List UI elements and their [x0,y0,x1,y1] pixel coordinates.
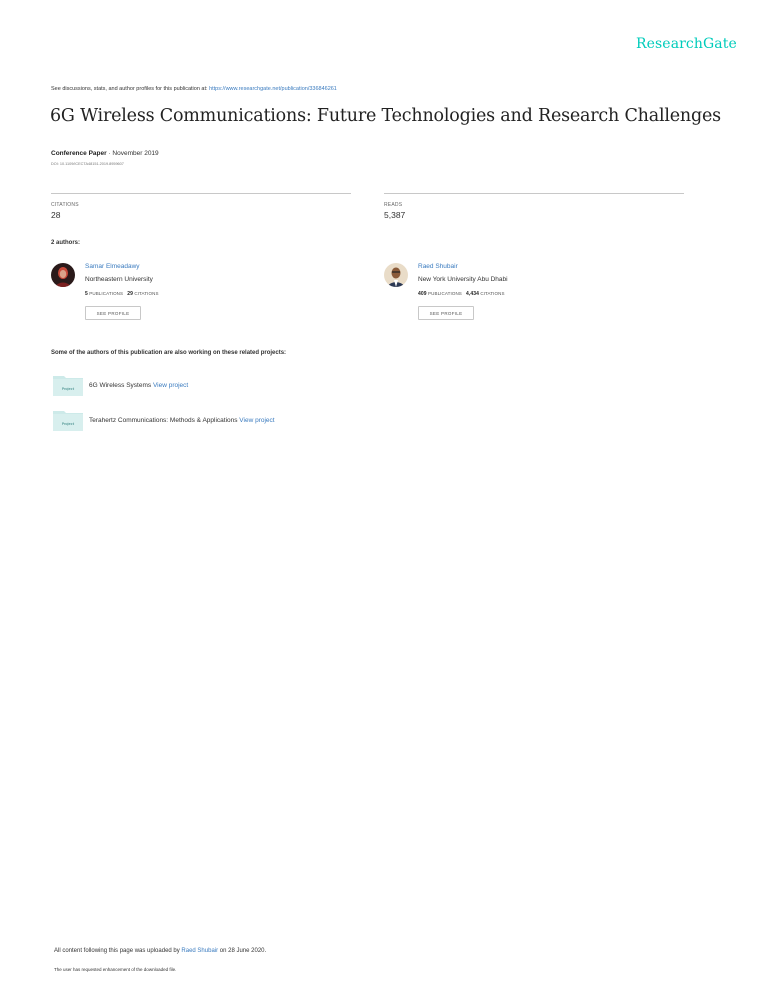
project-name: Terahertz Communications: Methods & Applications [89,417,240,424]
reads-divider [384,193,684,194]
citations-value: 28 [51,210,61,220]
reads-label: READS [384,202,403,208]
researchgate-logo[interactable]: ResearchGate [636,36,737,52]
enhancement-note: The user has requested enhancement of the downloaded file. [54,967,177,972]
intro-text: See discussions, stats, and author profiles for this publication at: [51,86,210,92]
author-institution: Northeastern University [85,276,153,283]
publication-type: Conference Paper [51,150,107,157]
author-photo-icon [51,263,75,287]
publication-url-link[interactable]: https://www.researchgate.net/publication/336846261 [209,86,337,92]
project-folder-icon [53,374,83,396]
authors-heading: 2 authors: [51,240,81,246]
author-photo-icon [384,263,408,287]
uploader-link[interactable]: Raed Shubair [181,948,219,954]
projects-heading: Some of the authors of this publication are also working on these related projects: [51,350,287,356]
author-stats [418,291,505,297]
project-folder-icon [53,409,83,431]
project-item [89,417,275,424]
author-citations-label: CITATIONS [480,291,505,296]
citations-label: CITATIONS [51,202,79,208]
upload-suffix: on 28 June 2020. [218,948,267,954]
project-name: 6G Wireless Systems [89,382,153,389]
view-project-link[interactable]: View project [152,382,189,389]
publication-doi: DOI: 10.1109/ICECTA48151.2019.8959607 [51,162,124,166]
author-name-link[interactable]: Samar Elmeadawy [85,263,140,270]
project-item [89,382,188,389]
project-folder-label: Project [61,422,75,426]
reads-value: 5,387 [384,210,406,220]
see-profile-button[interactable]: SEE PROFILE [85,306,141,320]
author-publications-count: 5 [85,291,88,297]
avatar[interactable] [384,263,408,287]
author-publications-label: PUBLICATIONS [428,291,462,296]
author-publications-count: 409 [418,291,427,297]
author-institution: New York University Abu Dhabi [418,276,508,283]
publication-meta [51,150,159,157]
publication-title: 6G Wireless Communications: Future Technologies and Research Challenges [50,106,721,126]
see-profile-button[interactable]: SEE PROFILE [418,306,474,320]
author-publications-label: PUBLICATIONS [89,291,124,296]
publication-date: · November 2019 [106,150,159,157]
avatar[interactable] [51,263,75,287]
author-citations-count: 4,434 [465,291,479,297]
view-project-link[interactable]: View project [239,417,275,424]
intro-line [51,86,337,92]
project-folder-label: Project [61,387,75,391]
upload-info [54,948,266,954]
citations-divider [51,193,351,194]
upload-prefix: All content following this page was uploaded by [54,948,182,954]
author-stats [85,291,159,297]
author-citations-label: CITATIONS [134,291,159,296]
author-citations-count: 29 [127,291,133,297]
author-name-link[interactable]: Raed Shubair [418,263,458,270]
